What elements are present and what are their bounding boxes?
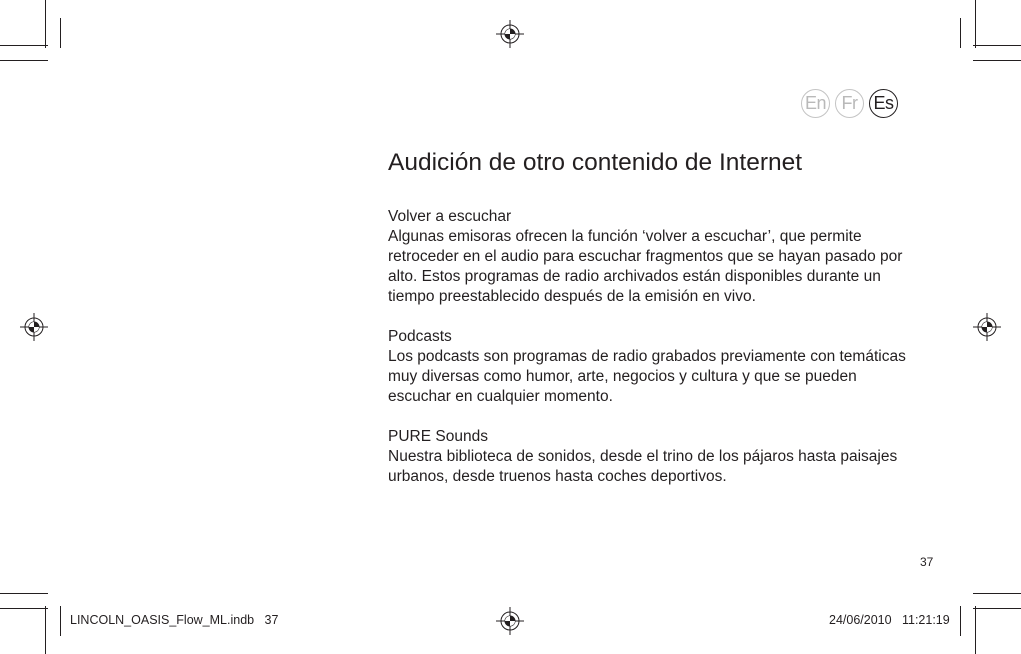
- language-tab-es[interactable]: Es: [869, 89, 898, 118]
- section-podcasts: [388, 327, 908, 407]
- page-title: Audición de otro contenido de Internet: [388, 149, 803, 176]
- section-body: Algunas emisoras ofrecen la función ‘volver a escuchar’, que permite retroceder en el audio para escuchar fragmentos que se hayan pasado por alto. Estos programas de radio archivados están disponibles durante un tiempo preestablecido después de la emisión en vivo.: [388, 228, 903, 305]
- section-body: Nuestra biblioteca de sonidos, desde el trino de los pájaros hasta paisajes urbanos, desde truenos hasta coches deportivos.: [388, 448, 898, 485]
- registration-target-icon: [973, 313, 1001, 341]
- registration-target-icon: [496, 607, 524, 635]
- language-tab-en[interactable]: En: [801, 89, 830, 118]
- section-heading: Podcasts: [388, 328, 452, 345]
- section-heading: Volver a escuchar: [388, 208, 512, 225]
- registration-target-icon: [20, 313, 48, 341]
- language-tab-fr[interactable]: Fr: [835, 89, 864, 118]
- slug-timestamp: 24/06/2010 11:21:19: [829, 613, 950, 627]
- section-heading: PURE Sounds: [388, 428, 488, 445]
- section-volver-a-escuchar: [388, 207, 908, 307]
- section-body: Los podcasts son programas de radio grabados previamente con temáticas muy diversas como humor, arte, negocios y cultura y que se pueden escuchar en cualquier momento.: [388, 348, 906, 405]
- section-pure-sounds: [388, 427, 908, 487]
- registration-target-icon: [496, 20, 524, 48]
- slug-filename: LINCOLN_OASIS_Flow_ML.indb 37: [70, 613, 279, 627]
- page-number: 37: [920, 555, 934, 569]
